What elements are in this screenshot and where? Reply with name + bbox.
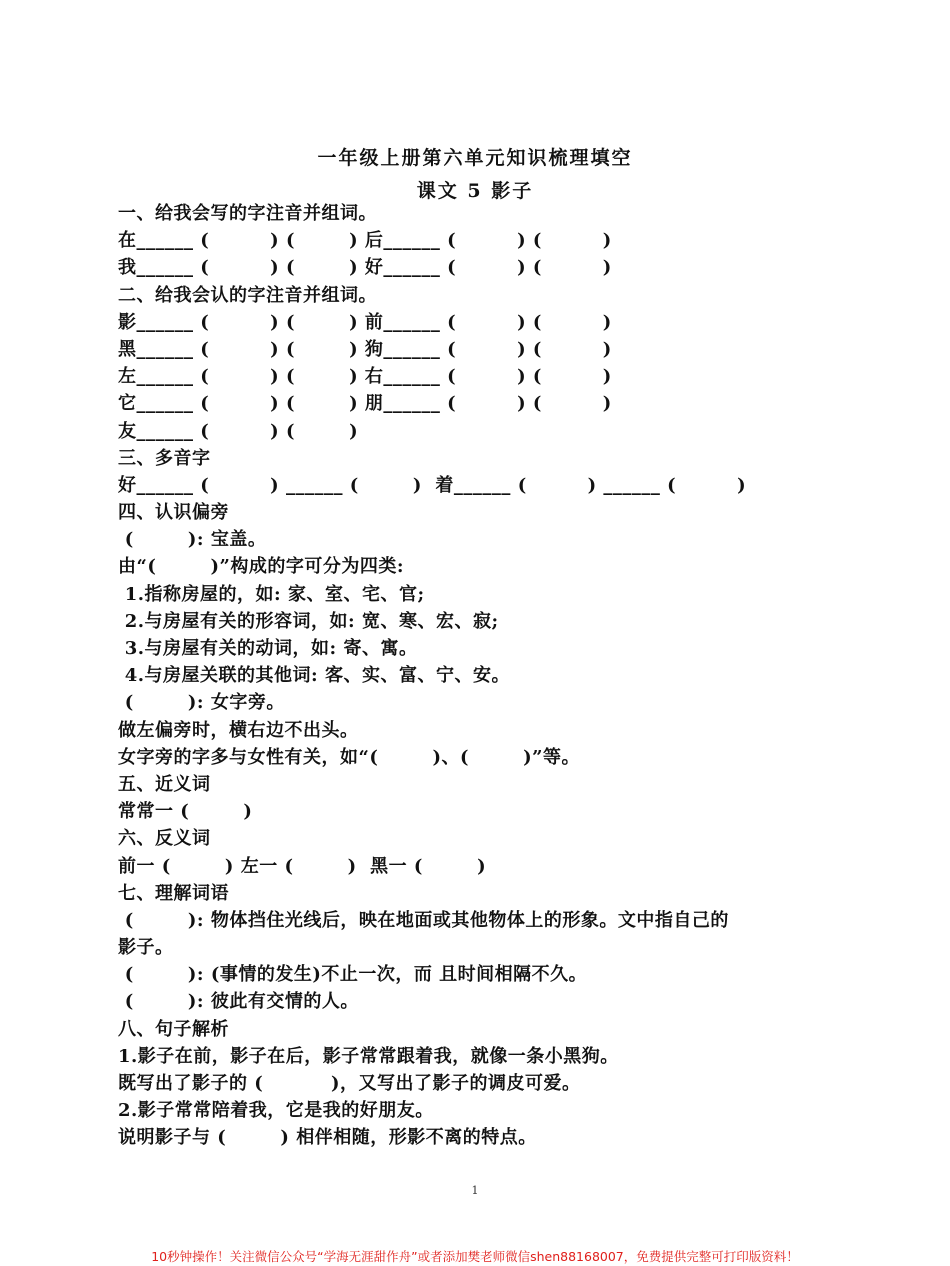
exercise-line: ( ): 女字旁。 — [118, 692, 285, 714]
exercise-line: 左______ ( ) ( ) 右______ ( ) ( ) — [118, 366, 612, 388]
exercise-line: 女字旁的字多与女性有关，如“( )、( )”等。 — [118, 746, 581, 768]
exercise-line: 好______ ( ) ______ ( ) 着______ ( ) ______ ( ) — [118, 474, 747, 496]
exercise-line: ( ): 宝盖。 — [118, 529, 267, 551]
section-heading: 一、给我会写的字注音并组词。 — [118, 203, 377, 224]
section-heading: 六、反义词 — [118, 828, 211, 850]
document-title: 一年级上册第六单元知识梳理填空 — [317, 147, 633, 169]
exercise-line: 做左偏旁时，横右边不出头。 — [118, 719, 359, 741]
exercise-line: 2.与房屋有关的形容词，如: 宽、寒、宏、寂; — [118, 610, 499, 632]
exercise-line: ( ): 物体挡住光线后，映在地面或其他物体上的形象。文中指自己的 — [118, 909, 729, 931]
document-subtitle: 课文 5 影子 — [416, 180, 534, 202]
exercise-line: 4.与房屋关联的其他词: 客、实、富、宁、安。 — [118, 665, 510, 687]
exercise-line: 3.与房屋有关的动词，如: 寄、寓。 — [118, 638, 418, 659]
exercise-line: 友______ ( ) ( ) — [118, 420, 359, 442]
footer-promo-note: 10秒钟操作！关注微信公众号“学海无涯甜作舟”或者添加樊老师微信shen88168007，免费提供完整可打印版资料！ — [151, 1249, 799, 1264]
exercise-line: 1.影子在前，影子在后，影子常常跟着我，就像一条小黑狗。 — [118, 1045, 619, 1067]
exercise-line: 它______ ( ) ( ) 朋______ ( ) ( ) — [118, 393, 612, 415]
page-number: 1 — [471, 1184, 479, 1197]
section-heading: 二、给我会认的字注音并组词。 — [118, 284, 377, 306]
exercise-line: 黑______ ( ) ( ) 狗______ ( ) ( ) — [118, 338, 612, 360]
section-heading: 八、句子解析 — [118, 1018, 229, 1040]
exercise-line: ( ): (事情的发生)不止一次，而 且时间相隔不久。 — [118, 964, 588, 986]
exercise-line: 常常一 ( ) — [118, 801, 253, 823]
section-heading: 五、近义词 — [118, 773, 211, 795]
exercise-line: 影子。 — [118, 937, 174, 959]
section-heading: 四、认识偏旁 — [118, 502, 229, 524]
section-heading: 三、多音字 — [118, 447, 211, 469]
exercise-line: 既写出了影子的 ( )，又写出了影子的调皮可爱。 — [118, 1073, 581, 1094]
exercise-line: 由“( )”构成的字可分为四类: — [118, 556, 405, 578]
exercise-line: 在______ ( ) ( ) 后______ ( ) ( ) — [118, 230, 612, 252]
section-heading: 七、理解词语 — [118, 882, 229, 904]
exercise-line: 我______ ( ) ( ) 好______ ( ) ( ) — [118, 257, 612, 279]
exercise-line: 说明影子与 ( ) 相伴相随，形影不离的特点。 — [118, 1127, 537, 1149]
exercise-line: 2.影子常常陪着我，它是我的好朋友。 — [118, 1100, 434, 1122]
exercise-line: 影______ ( ) ( ) 前______ ( ) ( ) — [118, 311, 612, 333]
exercise-line: ( ): 彼此有交情的人。 — [118, 991, 359, 1013]
exercise-line: 1.指称房屋的，如: 家、室、宅、官; — [118, 583, 425, 605]
exercise-line: 前一 ( ) 左一 ( ) 黑一 ( ) — [118, 855, 487, 877]
worksheet-content — [118, 200, 838, 1152]
